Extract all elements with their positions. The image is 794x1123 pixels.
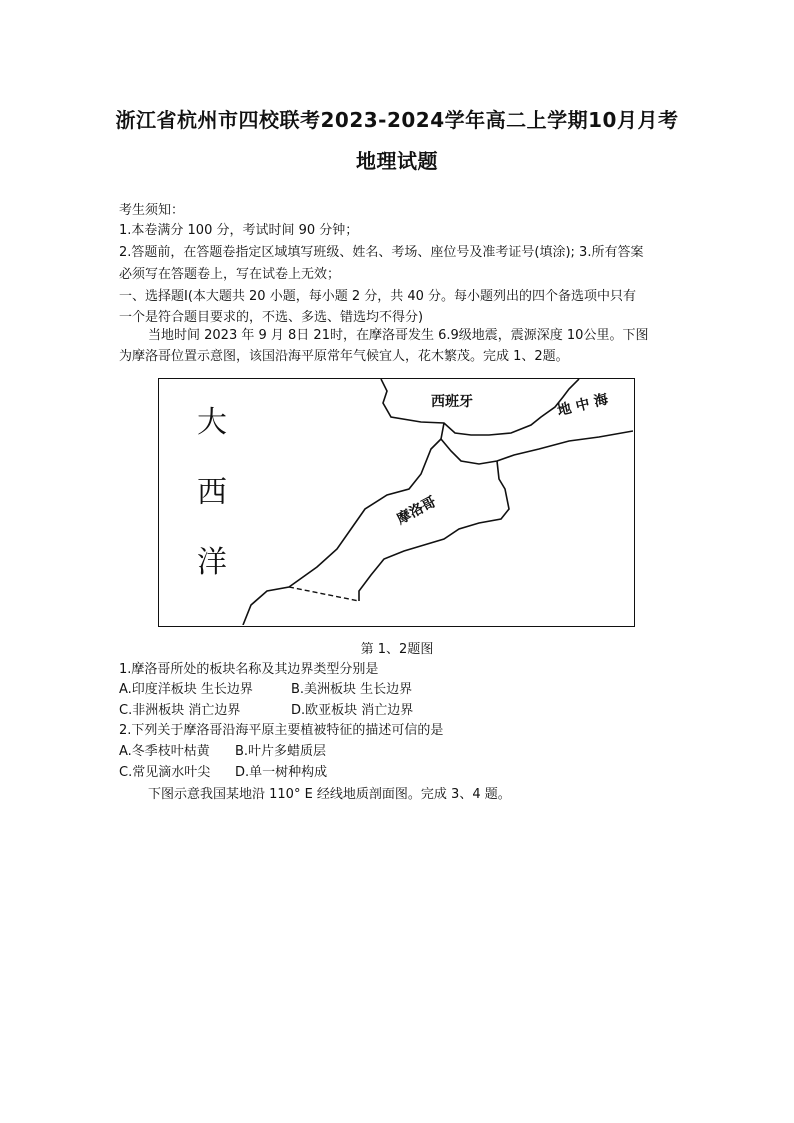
- notice-heading: 考生须知：: [119, 203, 185, 218]
- question-2-options-ab: [119, 742, 679, 762]
- q1-option-c: C.非洲板块 消亡边界: [119, 703, 241, 718]
- q2-option-d: D.单一树种构成: [235, 765, 328, 780]
- spain-label: 西班牙: [431, 394, 473, 410]
- section-instruction-2: 一个是符合题目要求的，不选、多选、错选均不得分): [119, 310, 424, 325]
- morocco-label: 摩洛哥: [394, 493, 440, 528]
- morocco-location-map: [158, 378, 635, 627]
- question-2-stem: 2.下列关于摩洛哥沿海平原主要植被特征的描述可信的是: [119, 723, 444, 738]
- q2-option-b: B.叶片多蜡质层: [235, 744, 327, 759]
- q2-option-c: C.常见滴水叶尖: [119, 765, 211, 780]
- passage-1-line-1: 当地时间 2023 年 9 月 8日 21时，在摩洛哥发生 6.9级地震，震源深度 10公里。下图: [148, 328, 649, 343]
- question-1-stem: 1.摩洛哥所处的板块名称及其边界类型分别是: [119, 662, 379, 677]
- question-1-options-ab: [119, 680, 679, 700]
- ocean-label-char-2: 西: [197, 475, 227, 510]
- passage-1-line-2: 为摩洛哥位置示意图，该国沿海平原常年气候宜人，花木繁茂。完成 1、2题。: [119, 349, 569, 364]
- notice-item-2b: 必须写在答题卷上，写在试卷上无效；: [119, 267, 341, 282]
- notice-item-1: 1.本卷满分 100 分，考试时间 90 分钟；: [119, 223, 359, 238]
- mediterranean-label: 地 中 海: [555, 391, 610, 420]
- question-2-options-cd: [119, 763, 679, 783]
- ocean-label-char-3: 洋: [197, 545, 227, 580]
- ocean-label-char-1: 大: [197, 405, 227, 440]
- passage-2: 下图示意我国某地沿 110° E 经线地质剖面图。完成 3、4 题。: [148, 787, 511, 802]
- notice-item-2a: 2.答题前，在答题卷指定区域填写班级、姓名、考场、座位号及准考证号(填涂); 3.所有答案: [119, 245, 644, 260]
- question-1-options-cd: [119, 701, 679, 721]
- q1-option-a: A.印度洋板块 生长边界: [119, 682, 253, 697]
- q1-option-b: B.美洲板块 生长边界: [291, 682, 413, 697]
- q2-option-a: A.冬季枝叶枯黄: [119, 744, 210, 759]
- figure-caption: 第 1、2题图: [360, 642, 434, 657]
- section-instruction-1: 一、选择题Ⅰ(本大题共 20 小题，每小题 2 分，共 40 分。每小题列出的四个备选项中只有: [119, 289, 637, 304]
- exam-title: 浙江省杭州市四校联考2023-2024学年高二上学期10月月考: [115, 108, 679, 132]
- exam-subtitle: 地理试题: [356, 149, 438, 173]
- q1-option-d: D.欧亚板块 消亡边界: [291, 703, 414, 718]
